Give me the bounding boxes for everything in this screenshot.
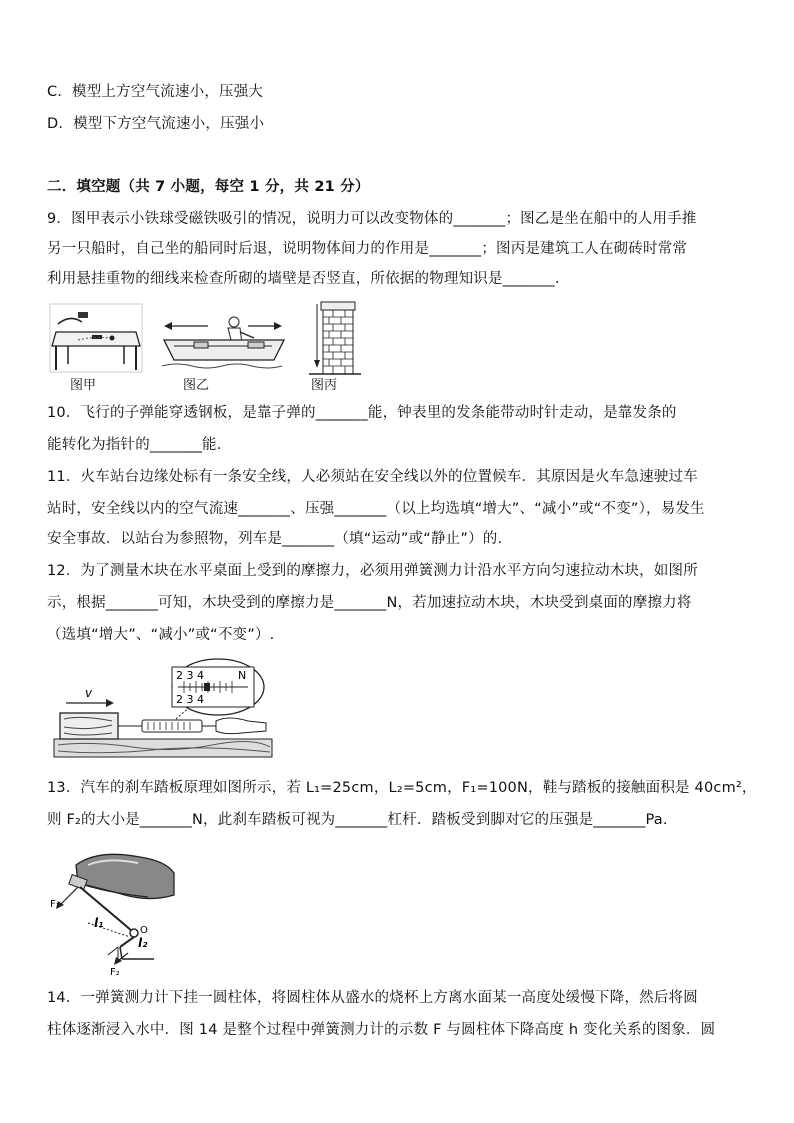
option-c: C．模型上方空气流速小，压强大 xyxy=(47,84,264,100)
caption-yi: 图乙 xyxy=(183,378,210,393)
f1-label: F₁ xyxy=(50,899,60,910)
figure-brake-pedal xyxy=(48,843,180,975)
question-13-line-2: 则 F₂的大小是_______N，此刹车踏板可视为_______杠杆．踏板受到脚对它的压强是_______Pa. xyxy=(47,812,668,828)
option-d: D．模型下方空气流速小，压强小 xyxy=(47,116,265,132)
question-12-line-3: （选填“增大”、“减小”或“不变”）. xyxy=(47,627,275,643)
question-14-line-1: 14．一弹簧测力计下挂一圆柱体，将圆柱体从盛水的烧杯上方离水面某一高度处缓慢下降，然后将圆 xyxy=(47,990,698,1006)
velocity-label: v xyxy=(85,686,93,700)
scale-unit-label: N xyxy=(238,669,247,682)
figure-jia xyxy=(48,302,144,374)
l2-label: l₂ xyxy=(138,936,148,950)
figure-yi xyxy=(162,316,287,372)
figure-bing xyxy=(303,300,363,376)
caption-bing: 图丙 xyxy=(311,378,338,393)
question-12-line-1: 12．为了测量木块在水平桌面上受到的摩擦力，必须用弹簧测力计沿水平方向匀速拉动木块，如图所 xyxy=(47,563,698,579)
figure-friction xyxy=(52,657,274,763)
question-11-line-3: 安全事故．以站台为参照物，列车是_______（填“运动”或“静止”）的. xyxy=(47,531,503,547)
question-13-line-1: 13．汽车的刹车踏板原理如图所示，若 L₁=25cm，L₂=5cm，F₁=100N，鞋与踏板的接触面积是 40cm²， xyxy=(47,780,757,796)
scale-top-label: 2 3 4 xyxy=(176,669,204,682)
caption-jia: 图甲 xyxy=(70,378,97,393)
question-11-line-2: 站时，安全线以内的空气流速_______、压强_______（以上均选填“增大”、“减小”或“不变”），易发生 xyxy=(47,501,705,517)
question-9-line-3: 利用悬挂重物的细线来检查所砌的墙壁是否竖直，所依据的物理知识是_______. xyxy=(47,271,560,287)
f2-label: F₂ xyxy=(110,967,120,975)
question-10-line-1: 10．飞行的子弹能穿透钢板，是靠子弹的_______能，钟表里的发条能带动时针走动，是靠发条的 xyxy=(47,405,677,421)
question-11-line-1: 11．火车站台边缘处标有一条安全线，人必须站在安全线以外的位置候车．其原因是火车急速驶过车 xyxy=(47,469,698,485)
question-14-line-2: 柱体逐渐浸入水中．图 14 是整个过程中弹簧测力计的示数 F 与圆柱体下降高度 h 变化关系的图象．圆 xyxy=(47,1022,716,1038)
question-12-line-2: 示，根据_______可知，木块受到的摩擦力是_______N，若加速拉动木块，木块受到桌面的摩擦力将 xyxy=(47,595,692,611)
pivot-label: O xyxy=(140,925,148,936)
question-9-line-2: 另一只船时，自己坐的船同时后退，说明物体间力的作用是_______；图丙是建筑工人在砌砖时常常 xyxy=(47,241,688,257)
scale-bottom-label: 2 3 4 xyxy=(176,693,204,706)
l1-label: l₁ xyxy=(94,916,104,930)
question-10-line-2: 能转化为指针的_______能. xyxy=(47,437,222,453)
question-9-line-1: 9．图甲表示小铁球受磁铁吸引的情况，说明力可以改变物体的_______；图乙是坐在船中的人用手推 xyxy=(47,211,697,227)
section-heading: 二．填空题（共 7 小题，每空 1 分，共 21 分） xyxy=(47,179,370,195)
